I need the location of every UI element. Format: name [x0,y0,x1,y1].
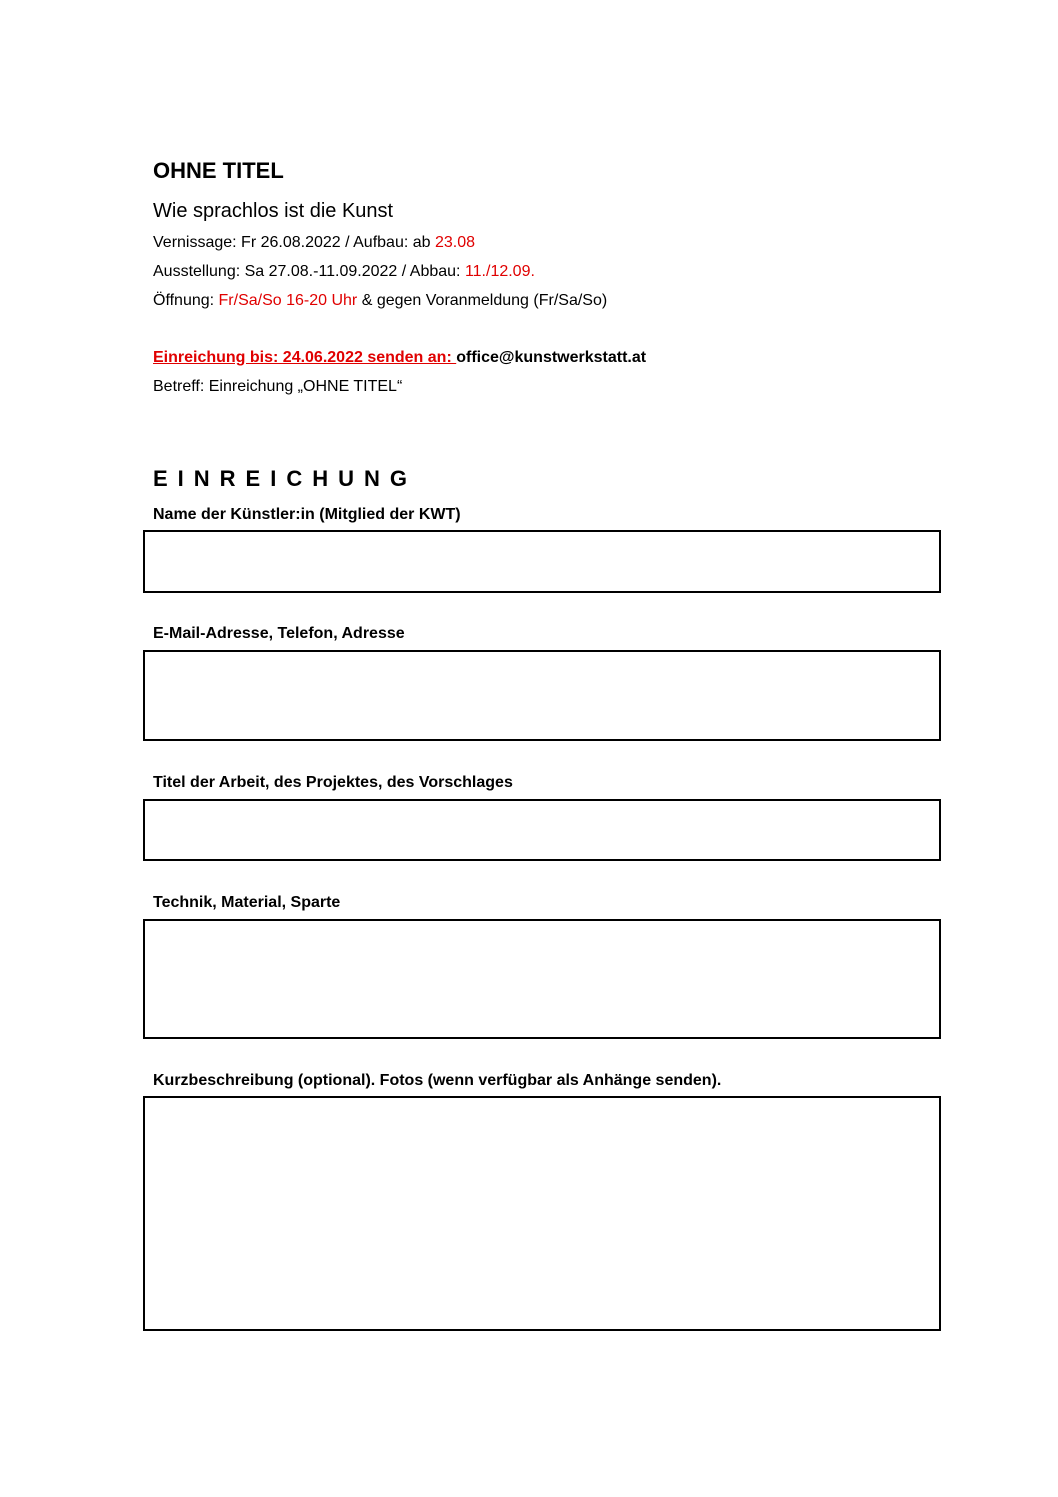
name-input[interactable] [145,532,939,591]
description-field[interactable] [143,1096,941,1331]
contact-input[interactable] [145,652,939,739]
betreff-line: Betreff: Einreichung „OHNE TITEL“ [153,378,403,395]
aufbau-date: 23.08 [434,234,476,251]
name-field[interactable] [143,530,941,593]
field-label-technique: Technik, Material, Sparte [153,894,341,911]
technique-input[interactable] [145,921,939,1037]
field-label-description: Kurzbeschreibung (optional). Fotos (wenn verfügbar als Anhänge senden). [153,1072,722,1089]
vernissage-line [153,234,475,252]
einreichung-deadline: Einreichung bis: 24.06.2022 senden an: [153,349,457,366]
contact-field[interactable] [143,650,941,741]
oeffnung-prefix: Öffnung: [153,292,219,309]
einreichung-line [153,349,646,367]
field-label-contact: E-Mail-Adresse, Telefon, Adresse [153,625,405,642]
ausstellung-line [153,263,535,281]
field-label-title: Titel der Arbeit, des Projektes, des Vorschlages [153,774,513,791]
oeffnung-suffix: & gegen Voranmeldung (Fr/Sa/So) [357,292,608,309]
work-title-input[interactable] [145,801,939,859]
description-input[interactable] [145,1098,939,1329]
document-title: OHNE TITEL [153,158,284,183]
technique-field[interactable] [143,919,941,1039]
oeffnung-line [153,292,607,310]
abbau-date: 11./12.09. [464,263,535,280]
ausstellung-text: Ausstellung: Sa 27.08.-11.09.2022 / Abbau: [153,263,465,280]
oeffnung-hours: Fr/Sa/So 16-20 Uhr [218,292,358,309]
section-heading-einreichung: EINREICHUNG [153,466,418,491]
submission-email[interactable]: office@kunstwerkstatt.at [456,349,647,366]
document-subtitle: Wie sprachlos ist die Kunst [153,200,394,222]
vernissage-text: Vernissage: Fr 26.08.2022 / Aufbau: ab [153,234,435,251]
work-title-field[interactable] [143,799,941,861]
field-label-name: Name der Künstler:in (Mitglied der KWT) [153,506,461,523]
